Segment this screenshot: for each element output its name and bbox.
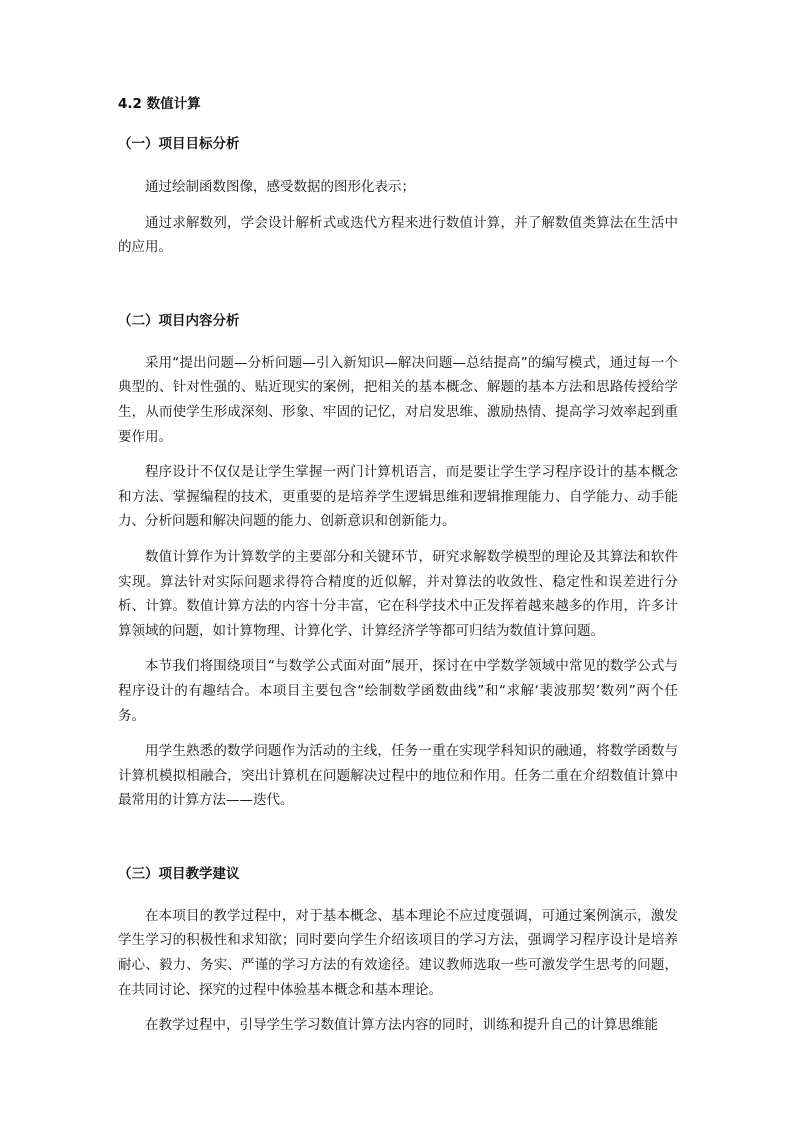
paragraph: 用学生熟悉的数学问题作为活动的主线，任务一重在实现学科知识的融通，将数学函数与计算机模拟相融合，突出计算机在问题解决过程中的地位和作用。任务二重在介绍数值计算中最常用的计算方法——迭代。	[118, 743, 678, 809]
paragraph: 程序设计不仅仅是让学生掌握一两门计算机语言，而是要让学生学习程序设计的基本概念和方法、掌握编程的技术，更重要的是培养学生逻辑思维和逻辑推理能力、自学能力、动手能力、分析问题和解决问题的能力、创新意识和创新能力。	[118, 464, 678, 530]
subsection-title-goals: （一）项目目标分析	[118, 136, 240, 152]
paragraph: 通过求解数列，学会设计解析式或迭代方程来进行数值计算，并了解数值类算法在生活中的应用。	[118, 214, 678, 256]
subsection-title-content: （二）项目内容分析	[118, 312, 240, 329]
paragraph: 采用“提出问题—分析问题—引入新知识—解决问题—总结提高”的编写模式，通过每一个典型的、针对性强的、贴近现实的案例，把相关的基本概念、解题的基本方法和思路传授给学生，从而使学生形成深刻、形象、牢固的记忆，对启发思维、激励热情、提高学习效率起到重要作用。	[118, 354, 678, 445]
document-page	[118, 94, 678, 1038]
subsection-title-teaching: （三）项目教学建议	[118, 865, 240, 882]
paragraph: 在教学过程中，引导学生学习数值计算方法内容的同时，训练和提升自己的计算思维能	[145, 1017, 658, 1034]
section-heading: 4.2 数值计算	[118, 96, 201, 112]
paragraph: 在本项目的教学过程中，对于基本概念、基本理论不应过度强调，可通过案例演示，激发学生学习的积极性和求知欲；同时要向学生介绍该项目的学习方法，强调学习程序设计是培养耐心、毅力、务实、严谨的学习方法的有效途径。建议教师选取一些可激发学生思考的问题，在共同讨论、探究的过程中体验基本概念和基本理论。	[118, 907, 678, 998]
paragraph: 通过绘制函数图像，感受数据的图形化表示；	[145, 179, 415, 195]
paragraph: 本节我们将围绕项目“与数学公式面对面”展开，探讨在中学数学领域中常见的数学公式与程序设计的有趣结合。本项目主要包含“绘制数学函数曲线”和“求解‘裴波那契’数列”两个任务。	[118, 658, 678, 724]
paragraph: 数值计算作为计算数学的主要部分和关键环节，研究求解数学模型的理论及其算法和软件实现。算法针对实际问题求得符合精度的近似解，并对算法的收敛性、稳定性和误差进行分析、计算。数值计算方法的内容十分丰富，它在科学技术中正发挥着越来越多的作用，许多计算领域的问题，如计算物理、计算化学、计算经济学等都可归结为数值计算问题。	[118, 548, 678, 639]
